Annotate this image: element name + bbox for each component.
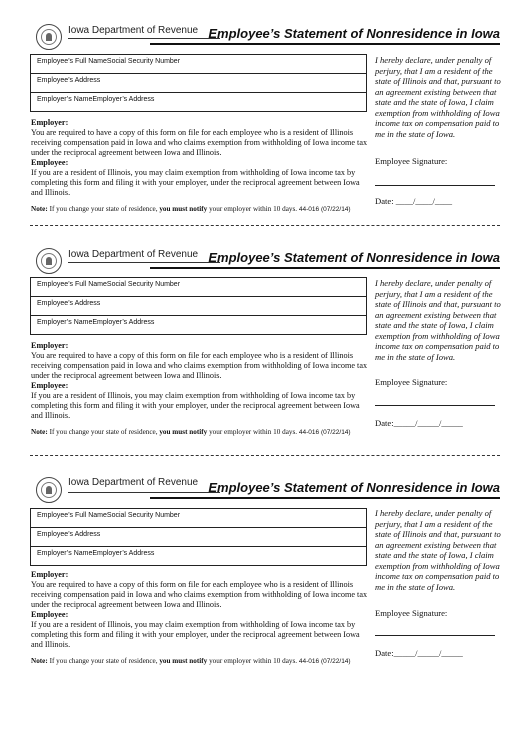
note-text-end: your employer within 10 days. bbox=[209, 205, 298, 213]
note-line bbox=[31, 428, 376, 436]
note-emphasis: you must notify bbox=[159, 428, 208, 436]
title-rule bbox=[150, 497, 500, 499]
form-title: Employee’s Statement of Nonresidence in Iowa bbox=[208, 26, 500, 41]
employer-heading: Employer: bbox=[31, 341, 69, 350]
signature-label: Employee Signature: bbox=[375, 377, 448, 387]
note-text: If you change your state of residence, bbox=[49, 428, 158, 436]
date-field[interactable]: Date:_____/_____/_____ bbox=[375, 648, 463, 658]
employer-name-address-field[interactable]: Employer’s NameEmployer’s Address bbox=[37, 319, 155, 326]
form-number: 44-016 (07/22/14) bbox=[298, 206, 351, 213]
note-label: Note: bbox=[31, 657, 48, 665]
department-name: Iowa Department of Revenue bbox=[68, 249, 199, 260]
employer-heading: Employer: bbox=[31, 570, 69, 579]
employer-instructions: You are required to have a copy of this form on file for each employee who is a resident of Illinois receiving compensation paid in Iowa and who claims exemption from withholding of Iowa income tax under the reciprocal agreement between Iowa and Illinois. bbox=[31, 580, 368, 609]
state-seal-icon bbox=[36, 477, 62, 503]
date-field[interactable]: Date: ____/____/____ bbox=[375, 196, 453, 206]
note-label: Note: bbox=[31, 205, 48, 213]
employee-name-ssn-field[interactable]: Employee’s Full NameSocial Security Number bbox=[31, 278, 366, 297]
declaration-text: I hereby declare, under penalty of perjury, that I am a resident of the state of Illinois and that, pursuant to an agreement existing between that state and the state of Iowa, I claim exemption from withholding of Iowa income tax on compensation paid to me in the state of Iowa. bbox=[375, 508, 501, 592]
department-rule bbox=[68, 262, 220, 263]
employer-instructions: You are required to have a copy of this form on file for each employee who is a resident of Illinois receiving compensation paid in Iowa and who claims exemption from withholding of Iowa income tax under the reciprocal agreement between Iowa and Illinois. bbox=[31, 128, 368, 157]
employee-fields-box bbox=[30, 277, 367, 335]
note-text-end: your employer within 10 days. bbox=[209, 428, 298, 436]
signature-line[interactable] bbox=[375, 405, 495, 406]
form-number: 44-016 (07/22/14) bbox=[298, 429, 351, 436]
department-name: Iowa Department of Revenue bbox=[68, 477, 199, 488]
declaration-text: I hereby declare, under penalty of perjury, that I am a resident of the state of Illinois and that, pursuant to an agreement existing between that state and the state of Iowa, I claim exemption from withholding of Iowa income tax on compensation paid to me in the state of Iowa. bbox=[375, 278, 501, 362]
employee-fields-box bbox=[30, 508, 367, 566]
declaration-text: I hereby declare, under penalty of perjury, that I am a resident of the state of Illinois and that, pursuant to an agreement existing between that state and the state of Iowa, I claim exemption from withholding of Iowa income tax on compensation paid to me in the state of Iowa. bbox=[375, 55, 501, 139]
employer-instructions: You are required to have a copy of this form on file for each employee who is a resident of Illinois receiving compensation paid in Iowa and who claims exemption from withholding of Iowa income tax under the reciprocal agreement between Iowa and Illinois. bbox=[31, 351, 368, 380]
date-field[interactable]: Date:_____/_____/_____ bbox=[375, 418, 463, 428]
employer-heading: Employer: bbox=[31, 118, 69, 127]
employee-instructions: If you are a resident of Illinois, you may claim exemption from withholding of Iowa income tax by completing this form and filing it with your employer, under the reciprocal agreement between Iowa and Illinois. bbox=[31, 168, 360, 197]
employee-address-field[interactable]: Employee’s Address bbox=[31, 297, 366, 316]
instructions bbox=[31, 570, 369, 650]
note-emphasis: you must notify bbox=[159, 205, 208, 213]
employee-instructions: If you are a resident of Illinois, you may claim exemption from withholding of Iowa income tax by completing this form and filing it with your employer, under the reciprocal agreement between Iowa and Illinois. bbox=[31, 391, 360, 420]
instructions bbox=[31, 341, 369, 421]
note-text-end: your employer within 10 days. bbox=[209, 657, 298, 665]
department-rule bbox=[68, 492, 220, 493]
note-text: If you change your state of residence, bbox=[49, 657, 158, 665]
note-text: If you change your state of residence, bbox=[49, 205, 158, 213]
department-name: Iowa Department of Revenue bbox=[68, 25, 199, 36]
note-emphasis: you must notify bbox=[159, 657, 208, 665]
employer-name-address-field[interactable]: Employer’s NameEmployer’s Address bbox=[37, 550, 155, 557]
note-line bbox=[31, 205, 376, 213]
signature-line[interactable] bbox=[375, 635, 495, 636]
cut-line bbox=[30, 225, 500, 226]
state-seal-icon bbox=[36, 248, 62, 274]
employee-name-ssn-field[interactable]: Employee’s Full NameSocial Security Number bbox=[31, 55, 366, 74]
signature-label: Employee Signature: bbox=[375, 608, 448, 618]
employee-address-field[interactable]: Employee’s Address bbox=[31, 74, 366, 93]
cut-line bbox=[30, 455, 500, 456]
form-title: Employee’s Statement of Nonresidence in Iowa bbox=[208, 480, 500, 495]
employee-heading: Employee: bbox=[31, 381, 69, 390]
employee-address-field[interactable]: Employee’s Address bbox=[31, 528, 366, 547]
note-line bbox=[31, 657, 376, 665]
note-label: Note: bbox=[31, 428, 48, 436]
form-number: 44-016 (07/22/14) bbox=[298, 658, 351, 665]
employee-heading: Employee: bbox=[31, 610, 69, 619]
employer-name-address-field[interactable]: Employer’s NameEmployer’s Address bbox=[37, 96, 155, 103]
title-rule bbox=[150, 267, 500, 269]
employee-instructions: If you are a resident of Illinois, you may claim exemption from withholding of Iowa income tax by completing this form and filing it with your employer, under the reciprocal agreement between Iowa and Illinois. bbox=[31, 620, 360, 649]
form-title: Employee’s Statement of Nonresidence in Iowa bbox=[208, 250, 500, 265]
employee-heading: Employee: bbox=[31, 158, 69, 167]
signature-label: Employee Signature: bbox=[375, 156, 448, 166]
employee-name-ssn-field[interactable]: Employee’s Full NameSocial Security Number bbox=[31, 509, 366, 528]
